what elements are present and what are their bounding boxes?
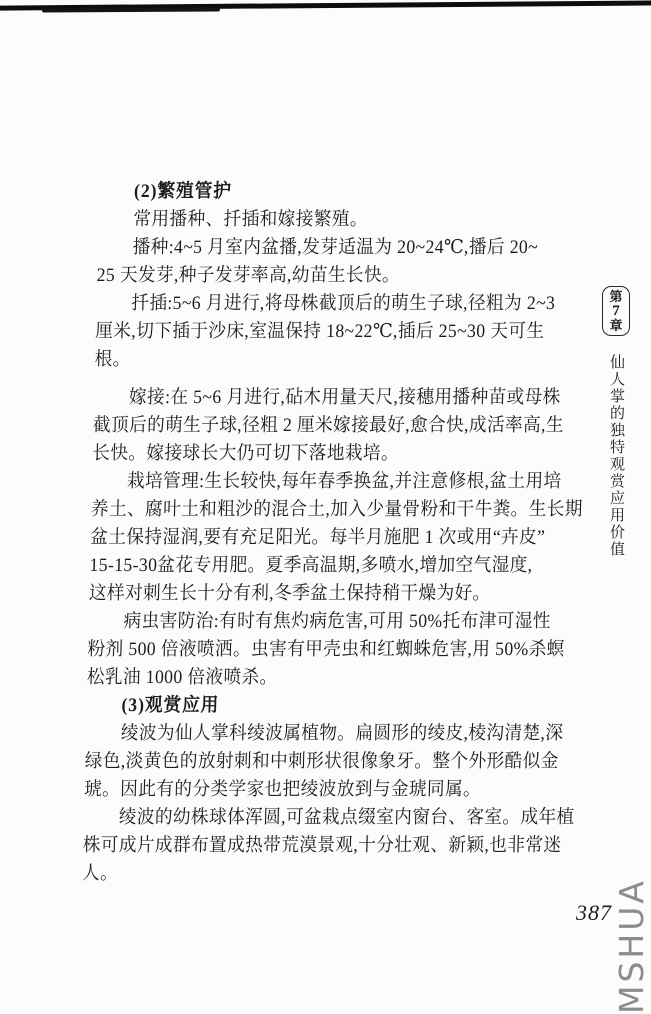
text-line: 常用播种、扦插和嫁接繁殖。 [133,209,369,230]
text-line: 这样对刺生长十分有利,冬季盆土保持稍干燥为好。 [88,583,491,604]
text-line: 人。 [81,863,119,884]
text-line: 株可成片成群布置成热带荒漠景观,十分壮观、新颖,也非常迷 [82,835,562,856]
section-heading: (3)观赏应用 [121,695,220,716]
text-line: 绫波的幼株球体浑圆,可盆栽点缀室内窗台、客室。成年植 [118,807,575,828]
text-line: 绿色,淡黄色的放射刺和中刺形状很像象牙。整个外形酷似金 [84,751,559,772]
text-line: 粉剂 500 倍液喷洒。虫害有甲壳虫和红蜘蛛危害,用 50%杀螟 [87,639,565,660]
text-line: 截顶后的萌生子球,径粗 2 厘米嫁接最好,愈合快,成活率高,生 [92,415,565,436]
text-line: 播种:4~5 月室内盆播,发芽适温为 20~24℃,播后 20~ [132,237,539,258]
text-line: 根。 [94,349,131,370]
text-line: 长快。嫁接球长大仍可切下落地栽培。 [92,443,400,464]
chapter-number: 7 [612,302,620,319]
text-line: 病虫害防治:有时有焦灼病危害,可用 50%托布津可湿性 [123,611,552,632]
scan-edge-artifact [42,8,220,13]
chapter-word: 章 [609,317,623,333]
text-line: 绫波为仙人掌科绫波属植物。扁圆形的绫皮,棱沟清楚,深 [120,723,564,744]
chapter-word: 第 [609,288,623,304]
text-line: 15-15-30盆花专用肥。夏季高温期,多喷水,增加空气湿度, [89,555,533,576]
page-number: 387 [576,900,612,925]
text-line: 厘米,切下插于沙床,室温保持 18~22℃,插后 25~30 天可生 [95,321,545,342]
section-heading: (2)繁殖管护 [133,181,233,202]
text-line: 扦插:5~6 月进行,将母株截顶后的萌生子球,径粗为 2~3 [131,293,556,314]
text-line: 养土、腐叶土和粗沙的混合土,加入少量骨粉和干牛粪。生长期 [90,499,584,520]
text-line: 栽培管理:生长较快,每年春季换盆,并注意修根,盆土用培 [126,471,562,492]
text-line: 琥。因此有的分类学家也把绫波放到与金琥同属。 [83,779,482,800]
chapter-title-vertical: 仙人掌的独特观赏应用价值 [608,354,624,558]
watermark: MSHUA [612,878,651,1014]
chapter-number-box [602,286,630,336]
text-line: 嫁接:在 5~6 月进行,砧木用量天尺,接穗用播种苗或母株 [128,387,561,408]
text-line: 松乳油 1000 倍液喷杀。 [86,667,278,688]
text-line: 25 天发芽,种子发芽率高,幼苗生长快。 [96,265,401,286]
text-line: 盆土保持湿润,要有充足阳光。每半月施肥 1 次或用“卉皮” [89,527,546,548]
body-text [81,178,584,888]
